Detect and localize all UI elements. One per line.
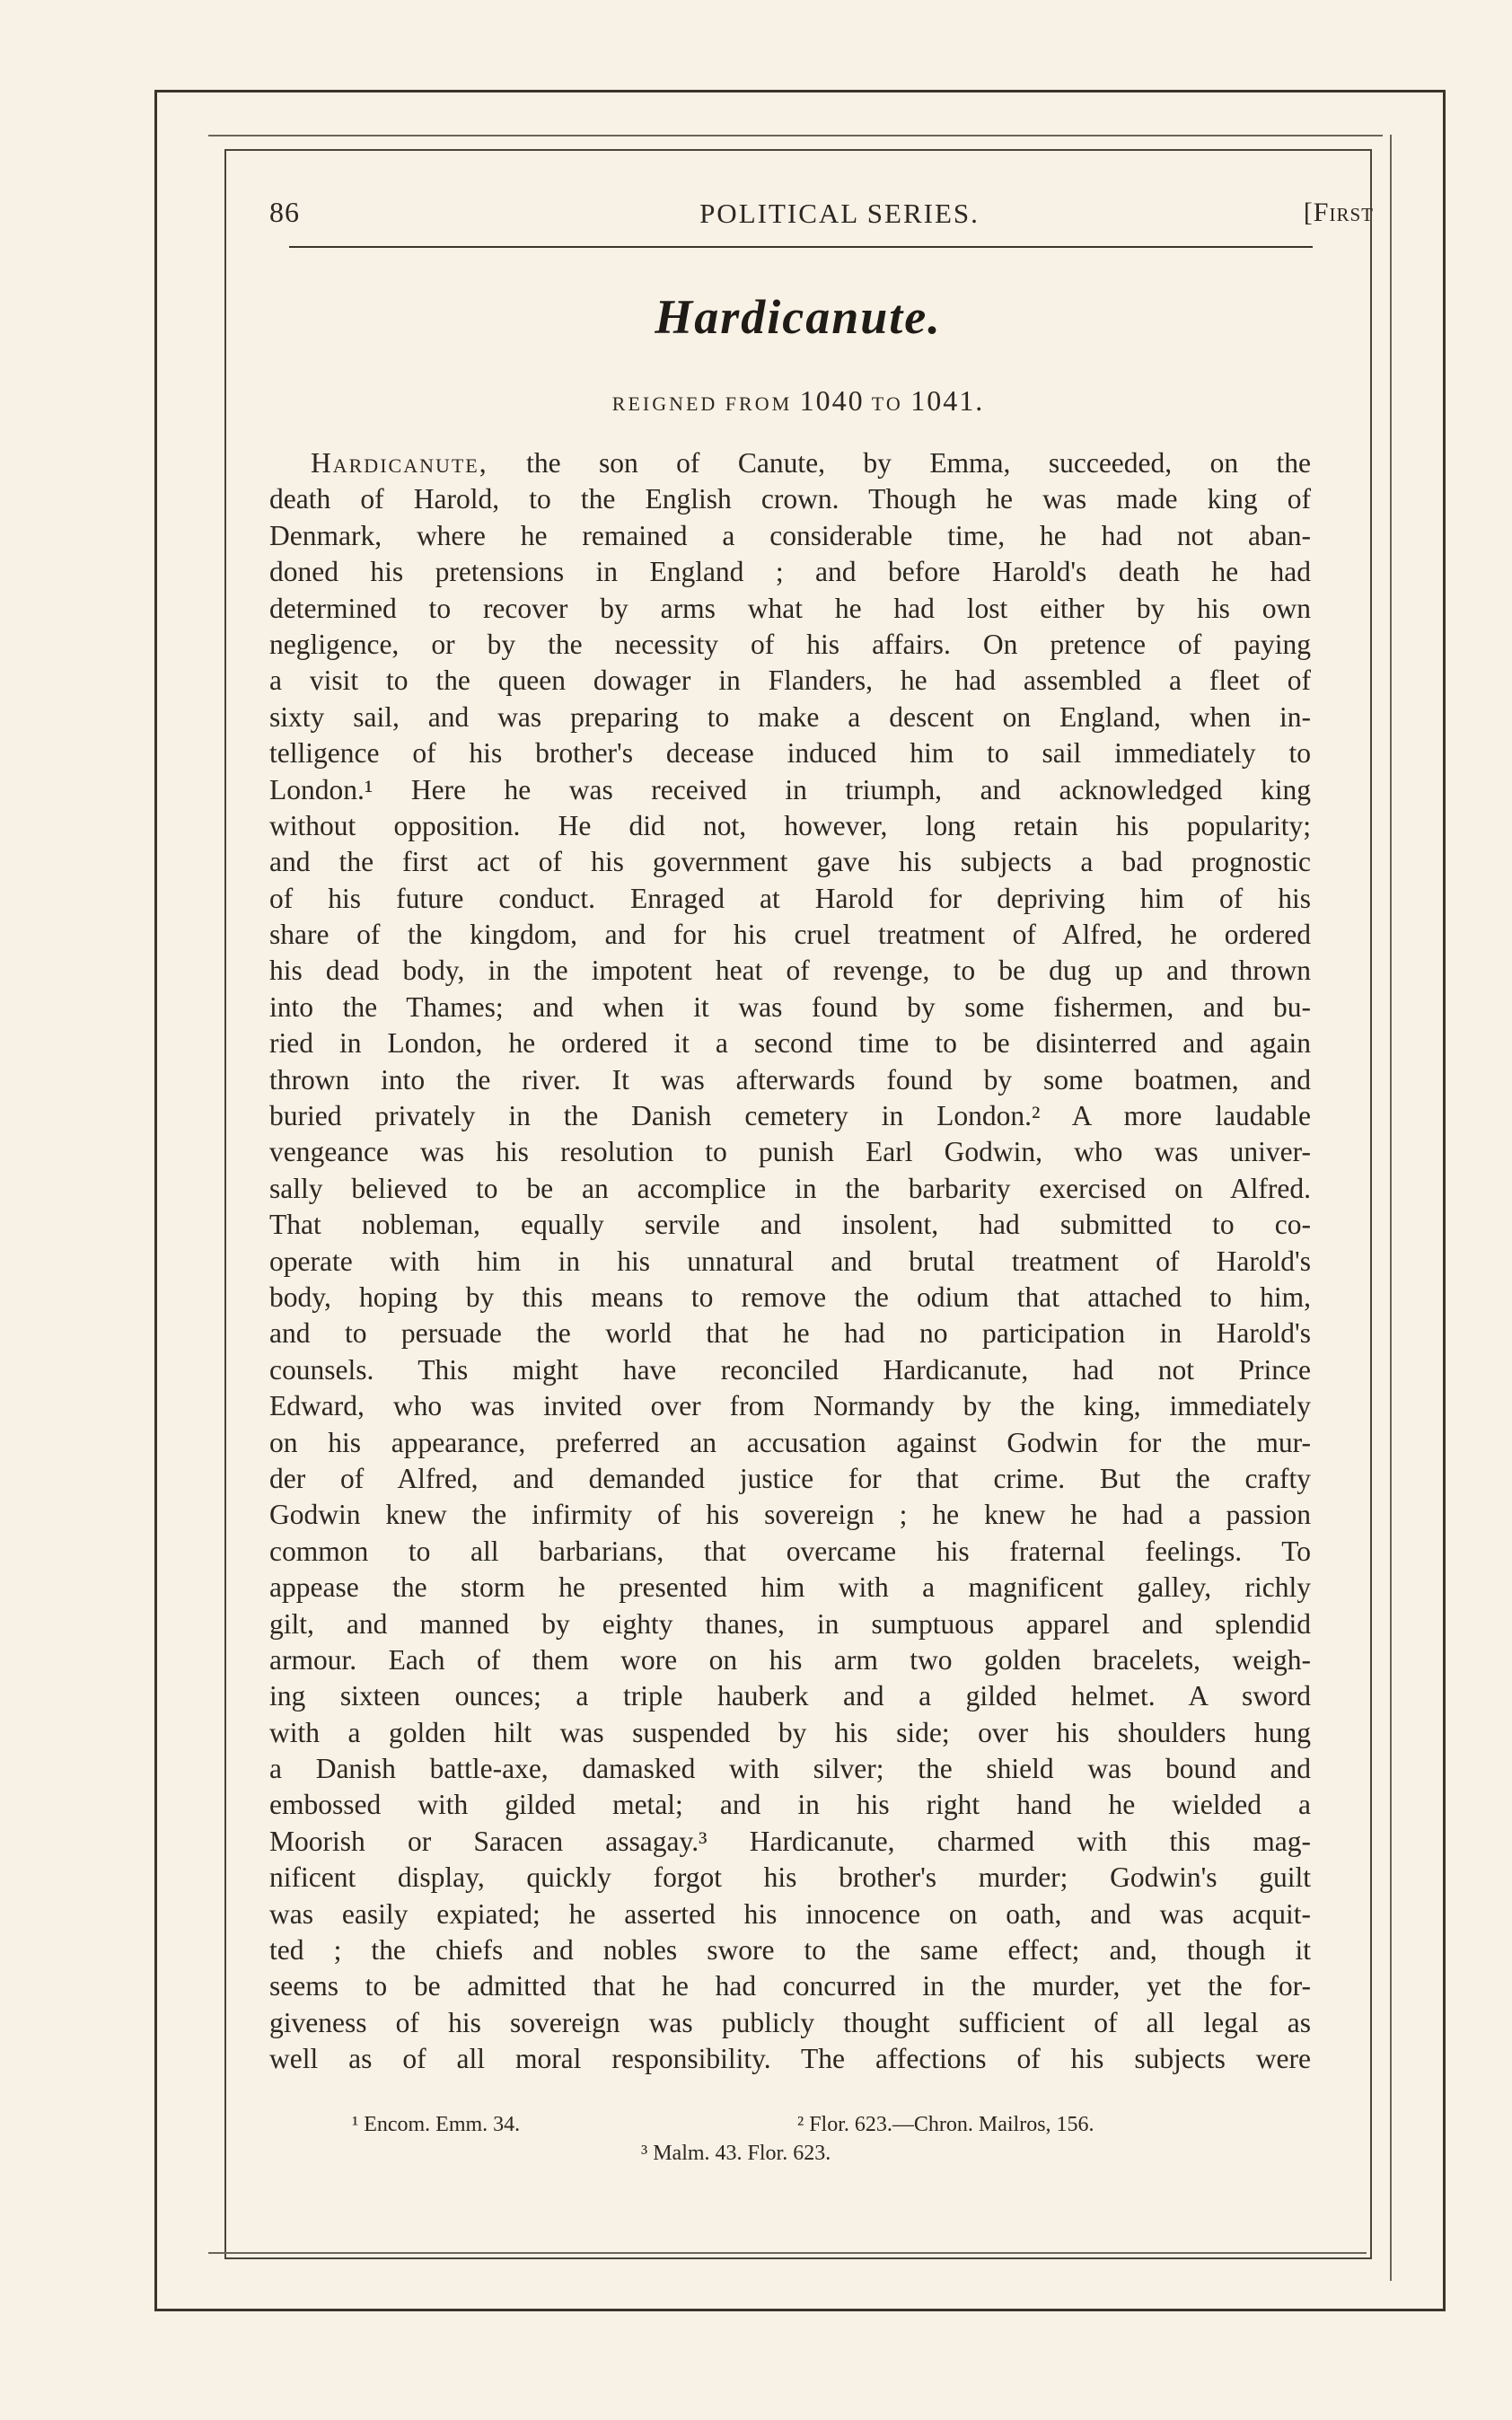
running-head (269, 196, 1374, 241)
body-line: well as of all moral responsibility. The affections of his subjects were (269, 2043, 1311, 2075)
reign-middle: TO (871, 392, 903, 415)
body-line: appease the storm he presented him with a magnificent galley, richly (269, 1571, 1311, 1604)
body-line: body, hoping by this means to remove the odium that attached to him, (269, 1280, 1311, 1313)
body-line: with a golden hilt was suspended by his side; over his shoulders hung (269, 1716, 1311, 1748)
body-line: nificent display, quickly forgot his brother's murder; Godwin's guilt (269, 1861, 1311, 1894)
series-part: [First (1303, 198, 1374, 227)
body-line: Denmark, where he remained a considerable time, he had not aban- (269, 519, 1311, 551)
body-line: giveness of his sovereign was publicly thought sufficient of all legal as (269, 2006, 1311, 2038)
body-line: determined to recover by arms what he had lost either by his own (269, 592, 1311, 624)
body-line: Edward, who was invited over from Normandy by the king, immediately (269, 1390, 1311, 1422)
reign-prefix: REIGNED FROM (611, 392, 793, 415)
body-line: Godwin knew the infirmity of his sovereign ; he knew he had a passion (269, 1499, 1311, 1531)
body-line: death of Harold, to the English crown. Though he was made king of (269, 483, 1311, 515)
body-line: thrown into the river. It was afterwards found by some boatmen, and (269, 1063, 1311, 1096)
body-line: telligence of his brother's decease induced him to sail immediately to (269, 737, 1311, 770)
frame-rule-top (208, 135, 1383, 136)
body-line: and the first act of his government gave his subjects a bad prognostic (269, 846, 1311, 878)
body-line: London.¹ Here he was received in triumph, and acknowledged king (269, 773, 1311, 805)
body-text (269, 445, 1311, 2078)
body-line: Moorish or Saracen assagay.³ Hardicanute, charmed with this mag- (269, 1825, 1311, 1857)
body-line: was easily expiated; he asserted his innocence on oath, and was acquit- (269, 1897, 1311, 1930)
body-line: into the Thames; and when it was found by some fishermen, and bu- (269, 990, 1311, 1023)
body-line: sally believed to be an accomplice in the barbarity exercised on Alfred. (269, 1172, 1311, 1204)
body-line: ried in London, he ordered it a second time to be disinterred and again (269, 1027, 1311, 1060)
footnotes (269, 2110, 1311, 2168)
body-line: That nobleman, equally servile and insolent, had submitted to co- (269, 1209, 1311, 1241)
body-line: ted ; the chiefs and nobles swore to the same effect; and, though it (269, 1934, 1311, 1967)
page-number: 86 (269, 196, 300, 228)
frame-rule-right (1390, 135, 1392, 2281)
frame-rule-bottom (208, 2252, 1367, 2254)
body-line: common to all barbarians, that overcame his fraternal feelings. To (269, 1535, 1311, 1567)
body-line: vengeance was his resolution to punish Earl Godwin, who was univer- (269, 1136, 1311, 1168)
body-line: gilt, and manned by eighty thanes, in sumptuous apparel and splendid (269, 1607, 1311, 1640)
footnote-3: ³ Malm. 43. Flor. 623. (641, 2142, 831, 2165)
reign-end-year: 1041. (910, 384, 985, 417)
body-line: sixty sail, and was preparing to make a descent on England, when in- (269, 700, 1311, 733)
body-line: doned his pretensions in England ; and before Harold's death he had (269, 556, 1311, 588)
series-title: POLITICAL SERIES. (699, 198, 980, 229)
body-line: seems to be admitted that he had concurred in the murder, yet the for- (269, 1970, 1311, 2002)
body-line: his dead body, in the impotent heat of revenge, to be dug up and thrown (269, 955, 1311, 987)
footnote-2: ² Flor. 623.—Chron. Mailros, 156. (797, 2113, 1094, 2136)
body-line: on his appearance, preferred an accusation against Godwin for the mur- (269, 1426, 1311, 1458)
body-line: operate with him in his unnatural and brutal treatment of Harold's (269, 1245, 1311, 1277)
chapter-title: Hardicanute. (655, 290, 942, 344)
footnote-1: ¹ Encom. Emm. 34. (352, 2113, 521, 2136)
lead-word: Hardicanute, (311, 447, 488, 479)
body-line: and to persuade the world that he had no participation in Harold's (269, 1317, 1311, 1350)
body-line: der of Alfred, and demanded justice for that crime. But the crafty (269, 1462, 1311, 1494)
body-line-text: the son of Canute, by Emma, succeeded, on the (526, 447, 1311, 479)
body-line: armour. Each of them wore on his arm two golden bracelets, weigh- (269, 1643, 1311, 1676)
reign-start-year: 1040 (799, 384, 865, 417)
body-line: share of the kingdom, and for his cruel treatment of Alfred, he ordered (269, 919, 1311, 951)
body-line: a Danish battle-axe, damasked with silver; the shield was bound and (269, 1753, 1311, 1785)
header-rule (289, 246, 1313, 248)
body-line (269, 445, 1311, 481)
body-line: without opposition. He did not, however, long retain his popularity; (269, 809, 1311, 841)
body-line: counsels. This might have reconciled Hardicanute, had not Prince (269, 1353, 1311, 1386)
body-line: buried privately in the Danish cemetery in London.² A more laudable (269, 1100, 1311, 1132)
body-line: of his future conduct. Enraged at Harold for depriving him of his (269, 882, 1311, 914)
body-line: ing sixteen ounces; a triple hauberk and a gilded helmet. A sword (269, 1680, 1311, 1712)
body-line: embossed with gilded metal; and in his right hand he wielded a (269, 1789, 1311, 1821)
body-line: negligence, or by the necessity of his affairs. On pretence of paying (269, 628, 1311, 660)
reign-line (224, 384, 1372, 418)
body-line: a visit to the queen dowager in Flanders, he had assembled a fleet of (269, 664, 1311, 697)
